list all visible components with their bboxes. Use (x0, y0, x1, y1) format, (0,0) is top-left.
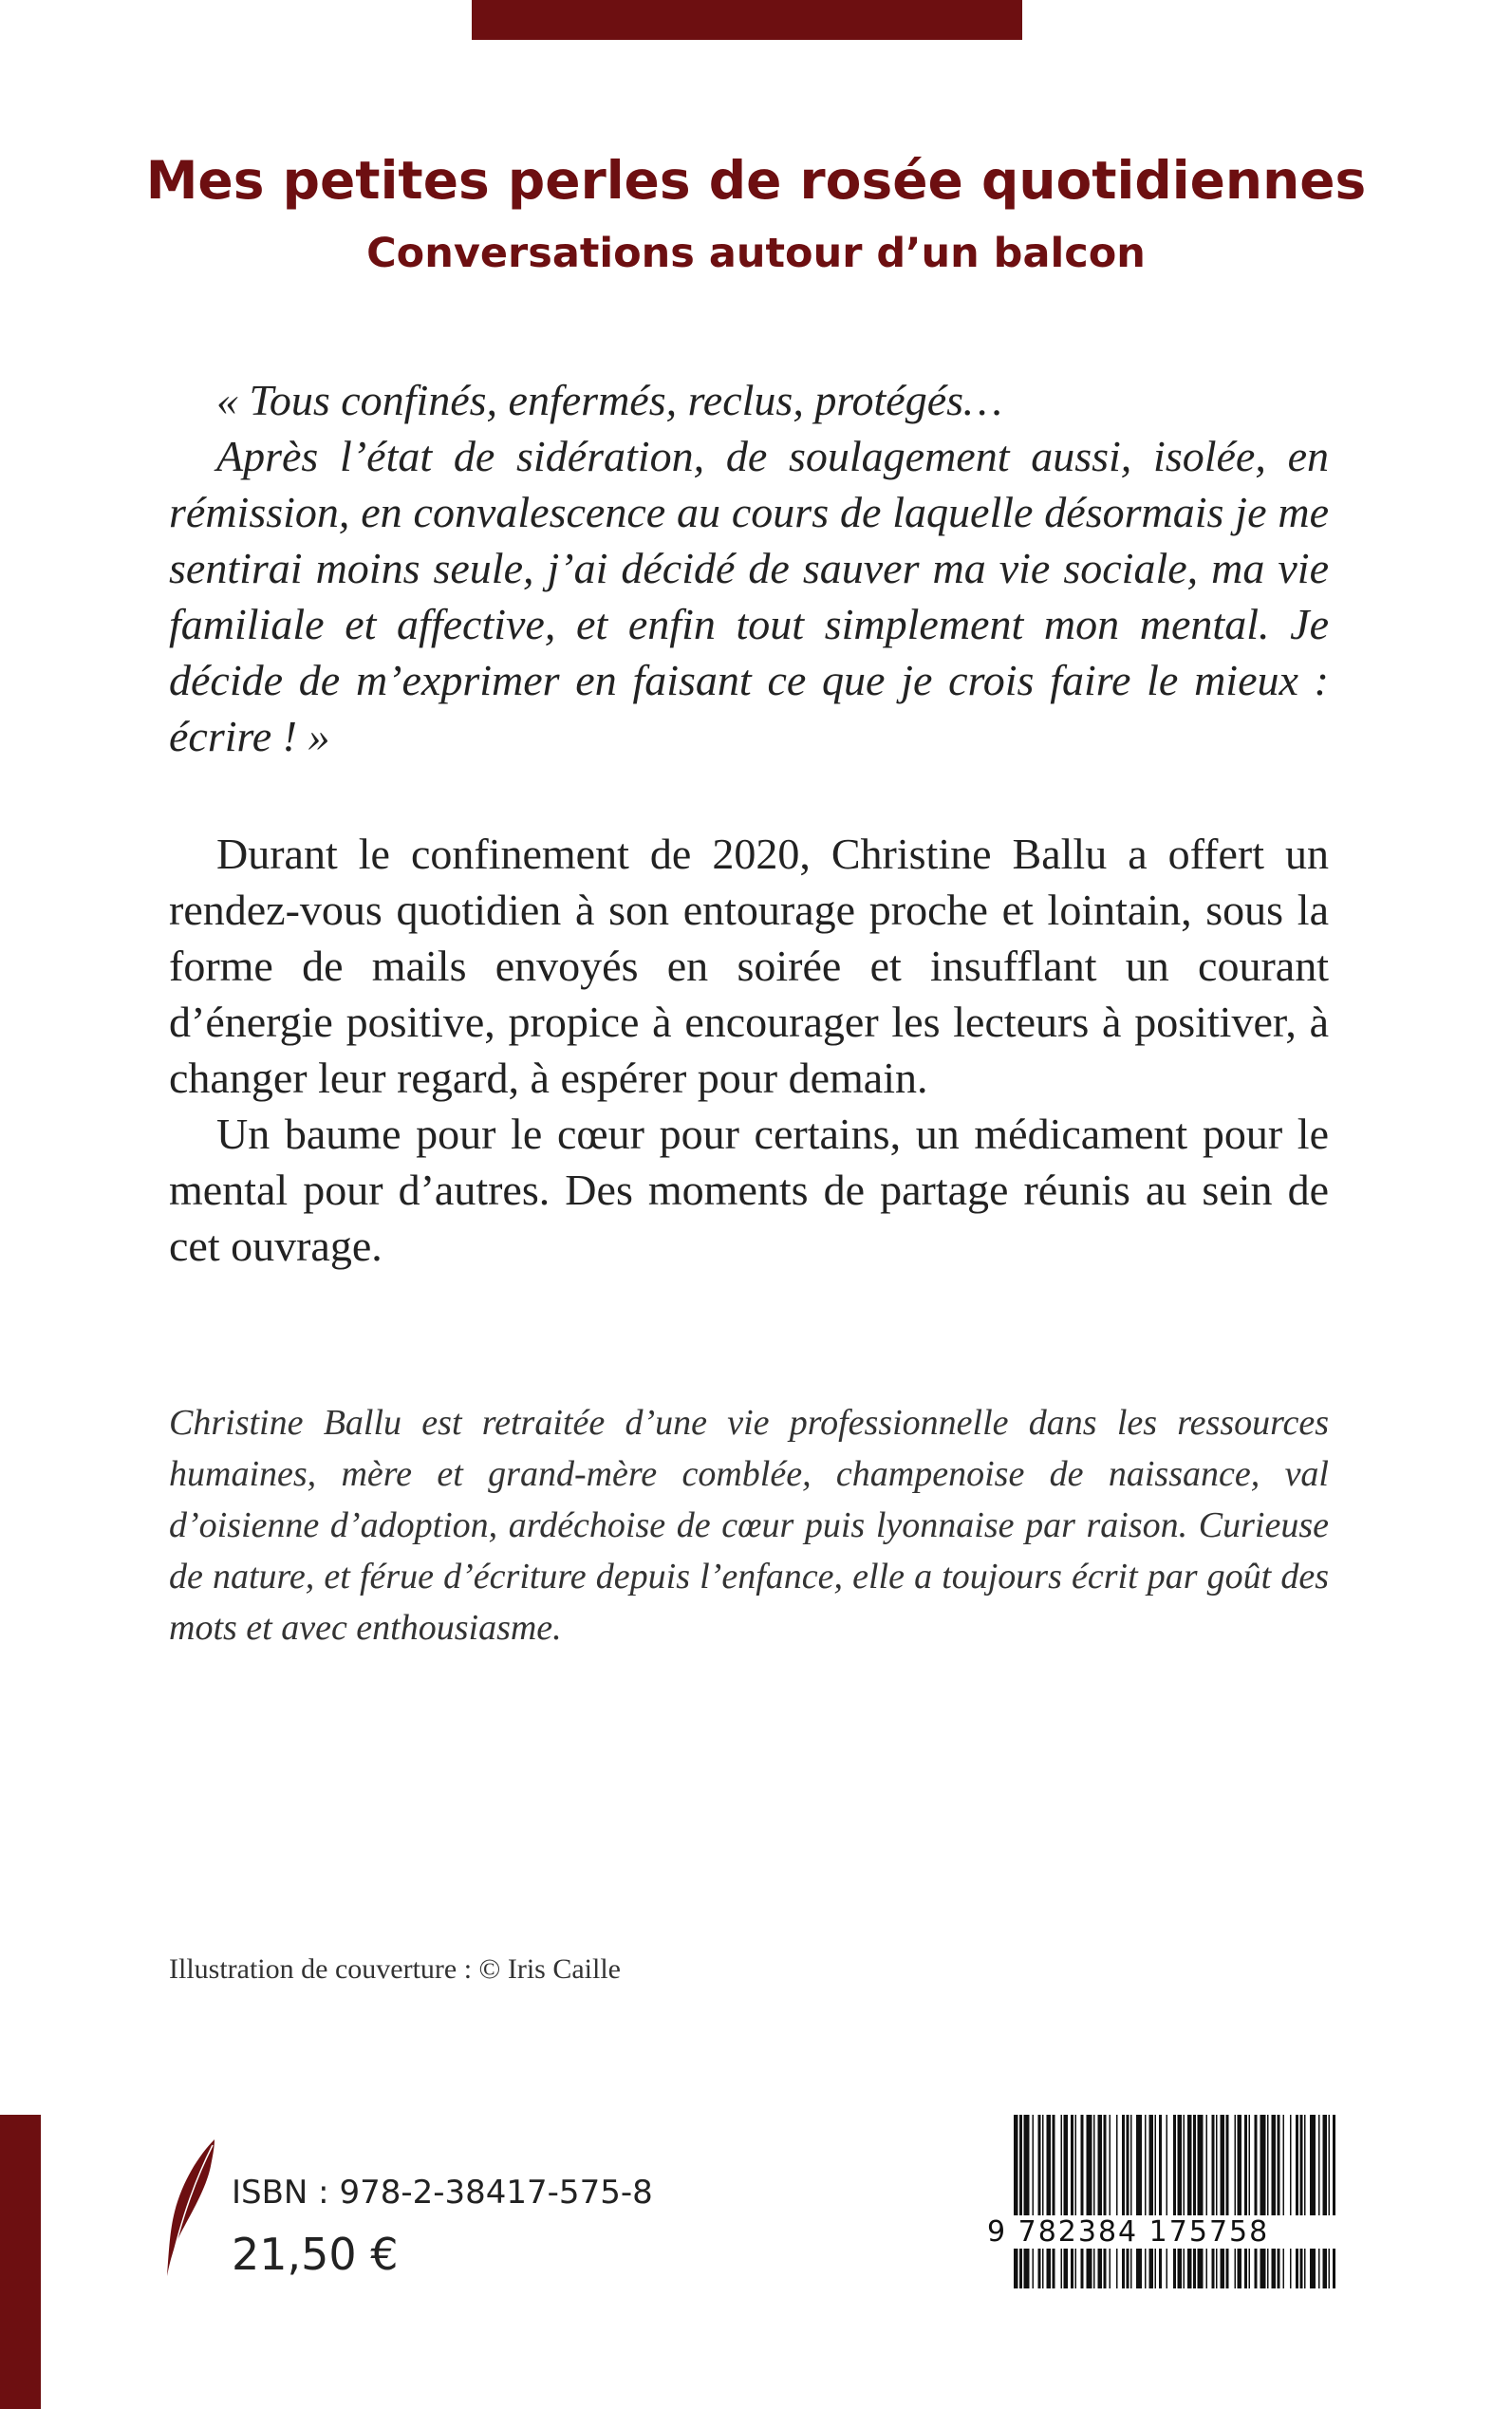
side-color-bar (0, 2115, 41, 2409)
quote-block (169, 372, 1329, 764)
description-paragraph: Un baume pour le cœur pour certains, un médicament pour le mental pour d’autres. Des moments de partage réunis au sein de cet ouvrage. (169, 1110, 1329, 1270)
quote-line: « Tous confinés, enfermés, reclus, protégés… (216, 376, 1002, 424)
author-bio: Christine Ballu est retraitée d’une vie professionnelle dans les ressources humaines, mère et grand-mère comblée, champenoise de naissance, val d’oisienne d’adoption, ardéchoise de cœur puis lyonnaise par raison. Curieuse de nature, et férue d’écriture depuis l’enfance, elle a toujours écrit par goût des mots et avec enthousiasme. (169, 1403, 1329, 1648)
book-subtitle: Conversations autour d’un balcon (366, 230, 1146, 277)
description-paragraph: Durant le confinement de 2020, Christine Ballu a offert un rendez-vous quotidien à son entourage proche et lointain, sous la forme de mails envoyés en soirée et insufflant un courant d’énergie positive, propice à encourager les lecteurs à positiver, à changer leur regard, à espérer pour demain. (169, 830, 1329, 1102)
isbn-number: ISBN : 978-2-38417-575-8 (232, 2174, 653, 2212)
author-bio-block (169, 1397, 1329, 1653)
description-block (169, 826, 1329, 1274)
top-color-bar (472, 0, 1022, 40)
book-title: Mes petites perles de rosée quotidiennes (145, 150, 1367, 211)
barcode-icon (1014, 2115, 1337, 2288)
price: 21,50 € (232, 2229, 399, 2280)
quote-line: Après l’état de sidération, de soulagement aussi, isolée, en rémission, en convalescence au cours de laquelle désormais je me sentirai moins seule, j’ai décidé de sauver ma vie sociale, ma vie familiale et affective, et enfin tout simplement mon mental. Je décide de m’exprimer en faisant ce que je crois faire le mieux : écrire ! » (169, 432, 1329, 760)
illustration-credit: Illustration de couverture : © Iris Caille (169, 1953, 621, 1985)
barcode-digits: 9 782384 175758 (987, 2215, 1343, 2249)
feather-icon (161, 2138, 218, 2280)
